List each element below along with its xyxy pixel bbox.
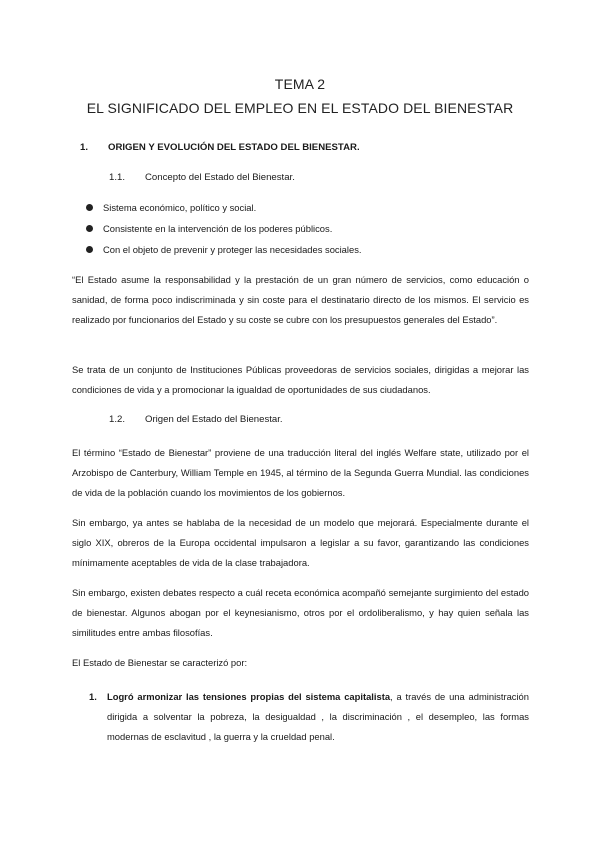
- paragraph: Sin embargo, existen debates respecto a cuál receta económica acompañó semejante surgimiento del estado de bienestar. Algunos abogan por el keynesianismo, otros por el ordoliberalismo, y hay quien señala las similitudes entre ambas filosofías.: [72, 587, 529, 638]
- list-item-text: [107, 687, 529, 747]
- bullet-icon: [86, 225, 93, 232]
- section-heading: [80, 142, 360, 153]
- subsection-number: 1.2.: [109, 414, 126, 425]
- numbered-list-item: [89, 687, 529, 747]
- subsection-heading-1-2: [109, 414, 283, 425]
- tema-heading: TEMA 2: [274, 76, 326, 92]
- subsection-title: Concepto del Estado del Bienestar.: [145, 172, 295, 183]
- bullet-list: [86, 202, 362, 265]
- paragraph: El término “Estado de Bienestar” proviene de una traducción literal del inglés Welfare state, utilizado por el Arzobispo de Canterbury, William Temple en 1945, al término de la Segunda Guerra Mundial. las condiciones de vida de la población cuando los movimientos de los gobiernos.: [72, 447, 529, 498]
- subsection-number: 1.1.: [109, 172, 126, 183]
- bullet-icon: [86, 246, 93, 253]
- paragraph: El Estado de Bienestar se caracterizó por:: [72, 657, 248, 668]
- section-number: 1.: [80, 142, 89, 153]
- list-item-bold: Logró armonizar las tensiones propias del sistema capitalista: [107, 691, 391, 702]
- list-item-rest: , a través de una administración dirigida a solventar la pobreza, la desigualdad , la discriminación , el desempleo, las formas modernas de esclavitud , la guerra y la crueldad penal.: [107, 691, 529, 742]
- subsection-heading-1-1: [109, 172, 295, 183]
- paragraph: Sin embargo, ya antes se hablaba de la necesidad de un modelo que mejorará. Especialmente durante el siglo XIX, obreros de la Europa occidental impulsaron a legislar a su favor, garantizando las condiciones mínimamente aceptables de vida de la clase trabajadora.: [72, 517, 529, 568]
- section-title: ORIGEN Y EVOLUCIÓN DEL ESTADO DEL BIENESTAR.: [108, 142, 360, 153]
- list-item: Consistente en la intervención de los poderes públicos.: [86, 223, 362, 244]
- document-title: EL SIGNIFICADO DEL EMPLEO EN EL ESTADO DEL BIENESTAR: [86, 100, 514, 116]
- list-item: Sistema económico, político y social.: [86, 202, 362, 223]
- bullet-icon: [86, 204, 93, 211]
- paragraph: Se trata de un conjunto de Instituciones Públicas proveedoras de servicios sociales, dirigidas a mejorar las condiciones de vida y a promocionar la igualdad de oportunidades de sus ciudadanos.: [72, 364, 529, 395]
- quote-paragraph: “El Estado asume la responsabilidad y la prestación de un gran número de servicios, como educación o sanidad, de forma poco indiscriminada y sin coste para el destinatario directo de los mismos. El servicio es realizado por funcionarios del Estado y su coste se cubre con los presupuestos generales del Estado”.: [72, 274, 529, 325]
- list-item: Con el objeto de prevenir y proteger las necesidades sociales.: [86, 244, 362, 265]
- subsection-title: Origen del Estado del Bienestar.: [145, 414, 283, 425]
- list-number: 1.: [89, 691, 97, 702]
